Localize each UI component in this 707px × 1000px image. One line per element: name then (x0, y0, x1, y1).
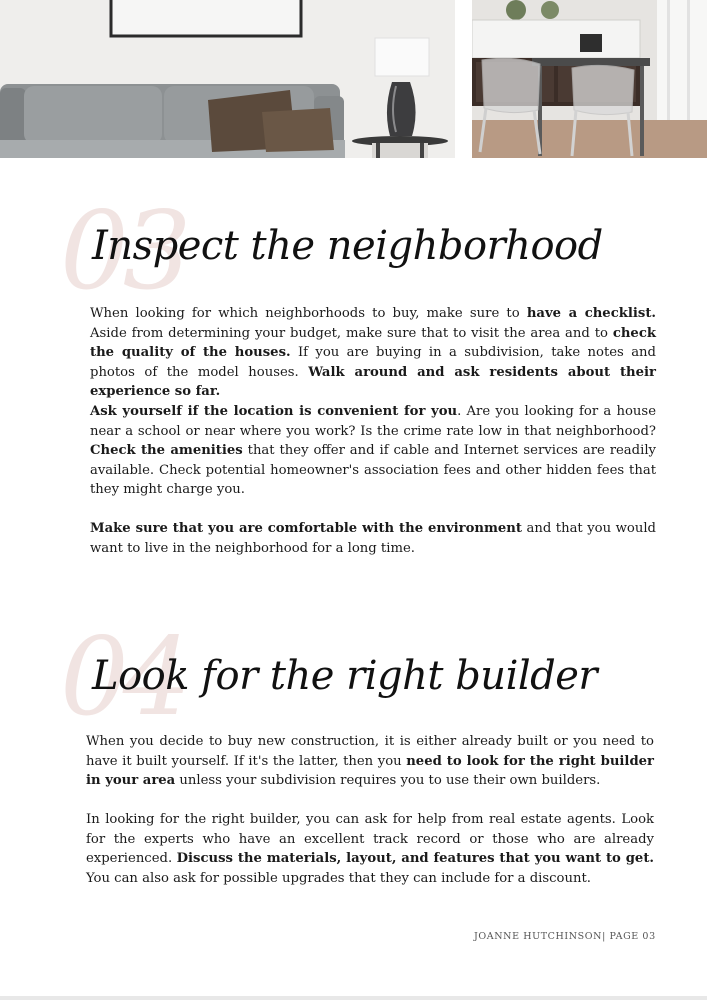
living-room-illustration (0, 0, 455, 158)
section-title-inspect-neighborhood: Inspect the neighborhood (92, 223, 603, 269)
section4-paragraph-2: In looking for the right builder, you can ask for help from real estate agents. Look for the experts who have an excellent track record or those who are already experienced. Discuss the materials, layout, and features that you want to get. You can also ask for possible upgrades that they can include for a discount. (86, 812, 654, 886)
section3-paragraph-2: Ask yourself if the location is convenient for you. Are you looking for a house near a school or near where you work? Is the crime rate low in that neighborhood? Check the amenities that they offer and if cable and Internet services are readily available. Check potential homeowner's association fees and other hidden fees that they might charge you. (90, 404, 657, 498)
header-photo-banner (0, 0, 707, 158)
dining-room-photo (472, 0, 707, 158)
section3-paragraph-1: When looking for which neighborhoods to buy, make sure to have a checklist. Aside from determining your budget, make sure that to visit the area and to check the quality of the houses. If you are buying in a subdivision, take notes and photos of the model houses. Walk around and ask residents about their experience so far. (90, 306, 656, 400)
section4-paragraph-1: When you decide to buy new construction, it is either already built or you need to have it built yourself. If it's the latter, then you need to look for the right builder in your area unless your subdivision requires you to use their own builders. (86, 734, 654, 789)
photo-gap (455, 0, 472, 158)
bottom-border (0, 996, 707, 1000)
section3-paragraph-3: Make sure that you are comfortable with the environment and that you would want to live in the neighborhood for a long time. (90, 521, 656, 556)
section-title-right-builder: Look for the right builder (92, 653, 598, 699)
dining-room-illustration (472, 0, 707, 158)
page-footer: JOANNE HUTCHINSON| PAGE 03 (474, 931, 656, 942)
section-number-03: 03 (60, 189, 186, 314)
section-number-04: 04 (60, 615, 186, 740)
living-room-photo (0, 0, 455, 158)
